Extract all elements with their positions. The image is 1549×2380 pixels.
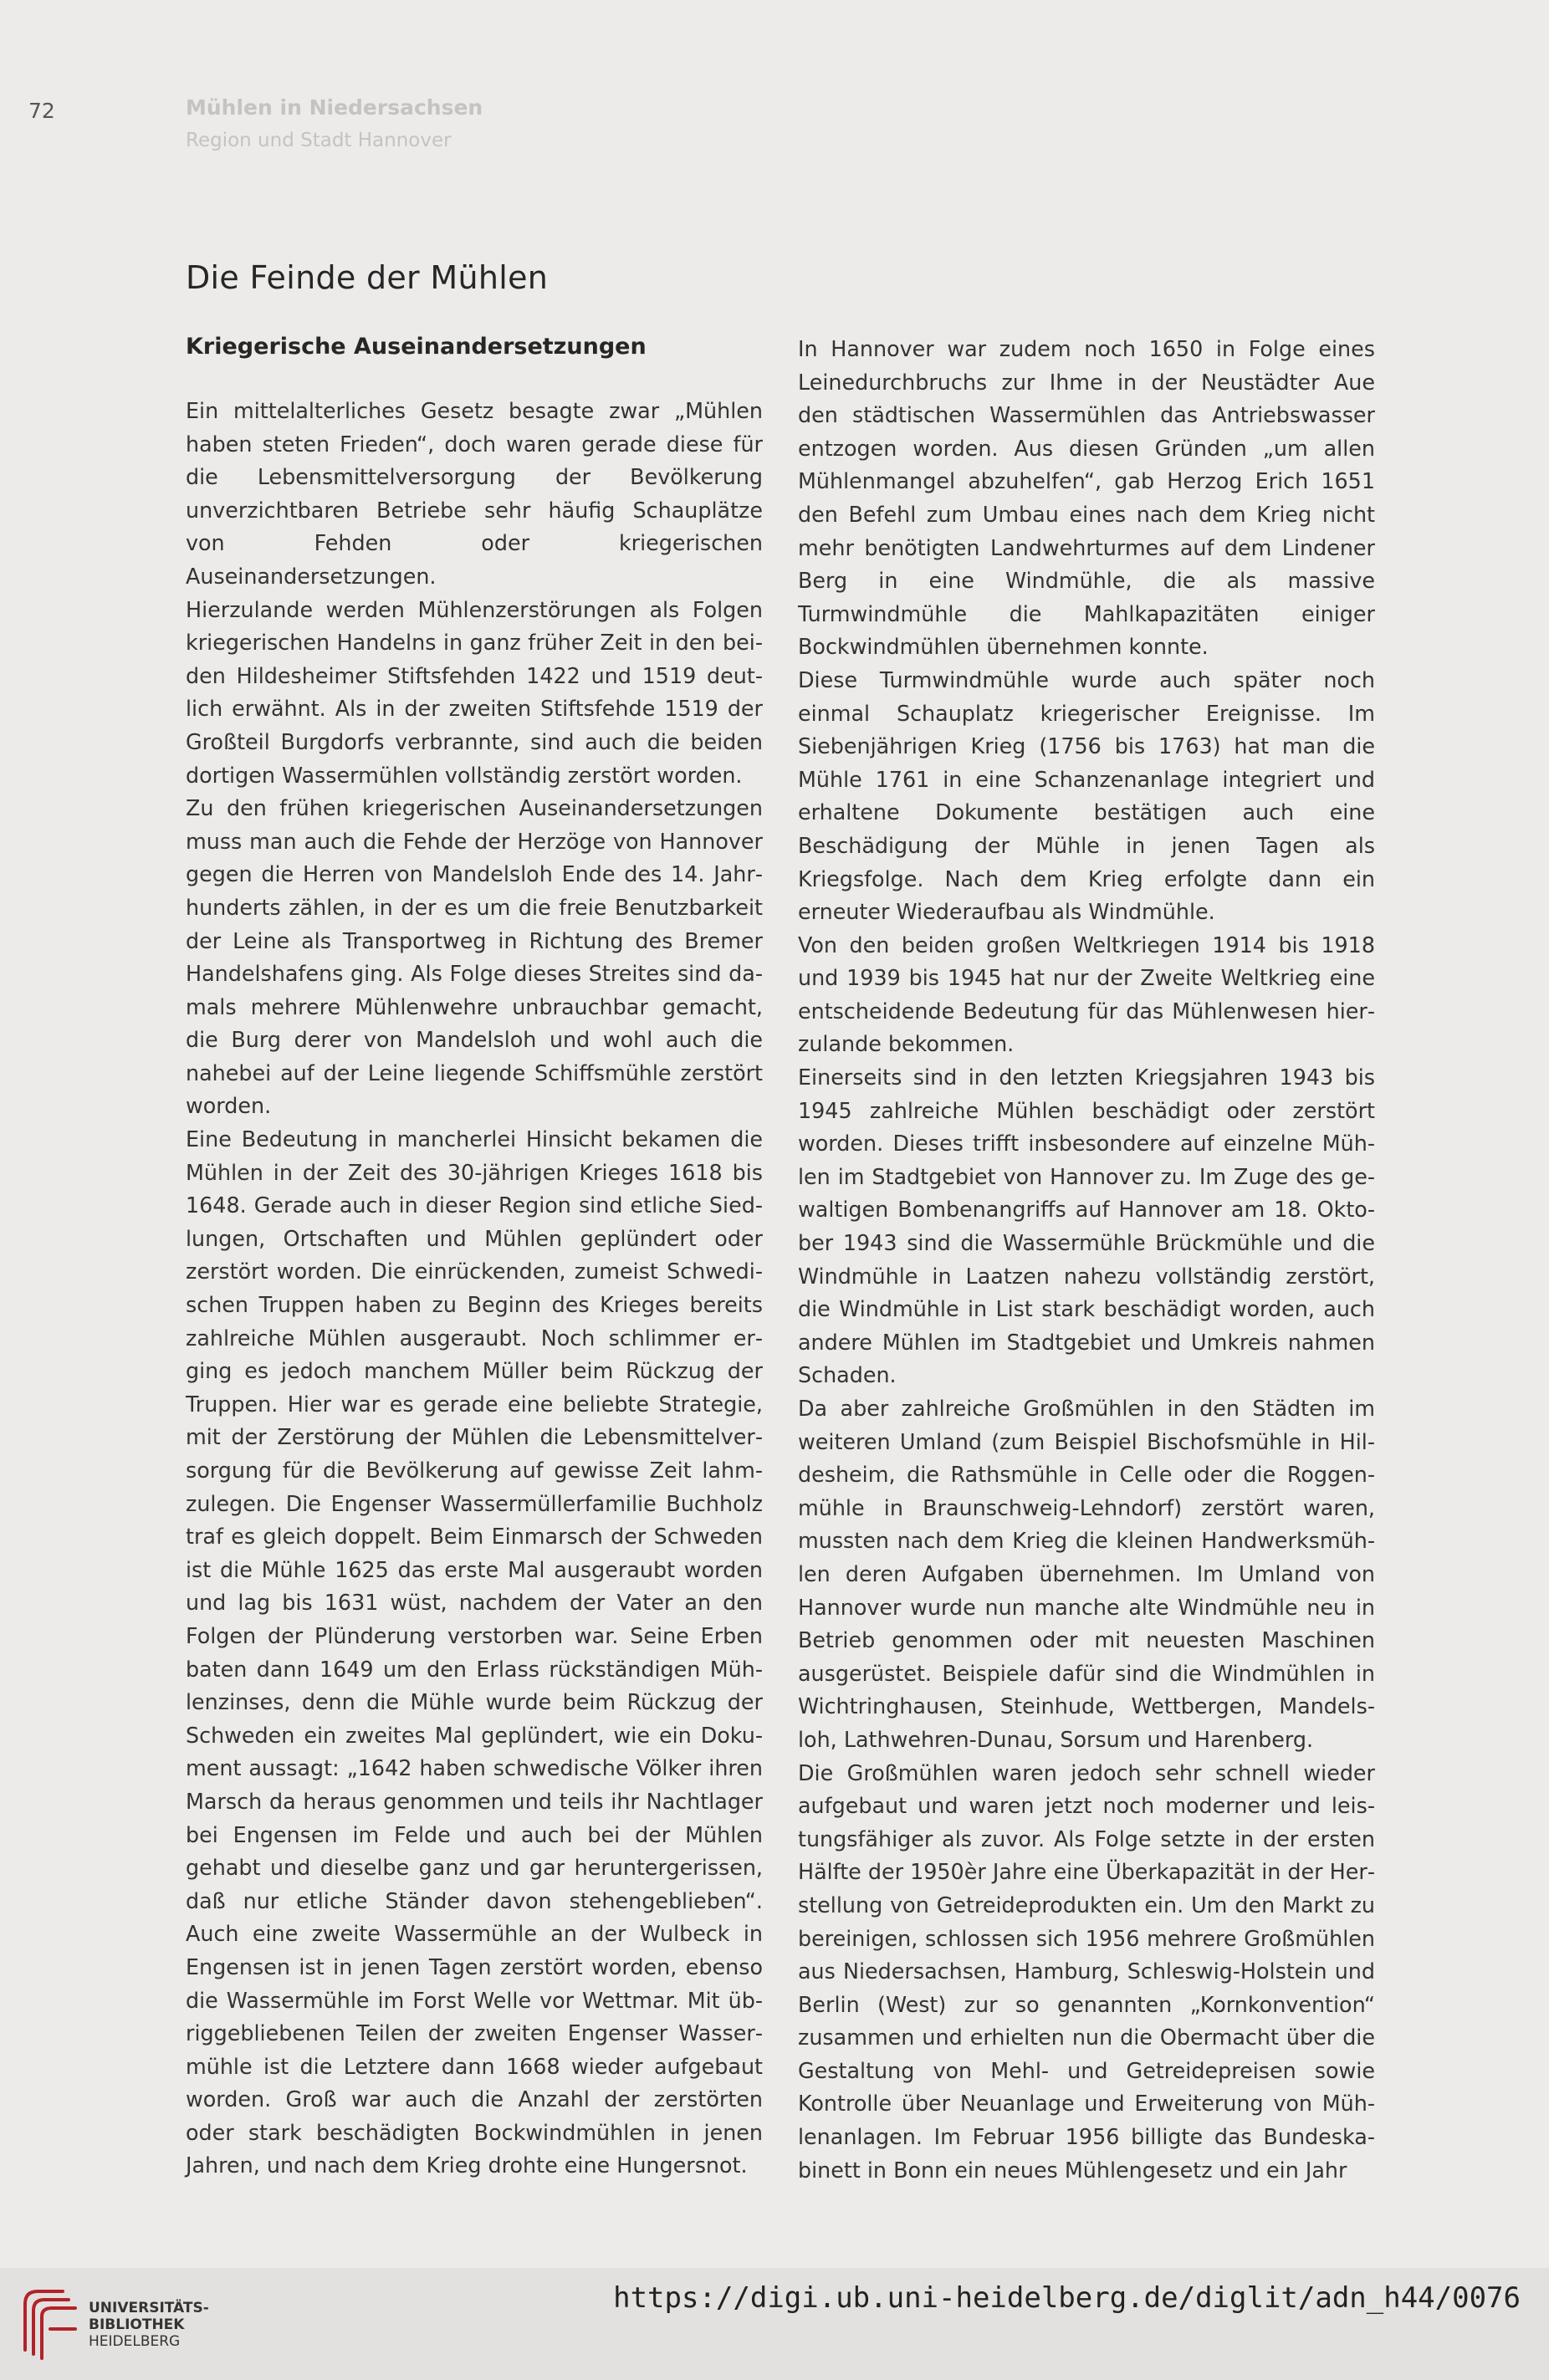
- page-number: 72: [28, 99, 55, 123]
- paragraph: Einerseits sind in den letzten Kriegsjahren 1943 bis 1945 zahlreiche Mühlen beschädigt oder zerstört worden. Dieses trifft insbesondere auf einzelne Mühlen im Stadtgebiet von Hannover zu. Im Zuge des gewaltigen Bombenangriffs auf Hannover am 18. Oktober 1943 sind die Wassermühle Brückmühle und die Windmühle in Laatzen nahezu vollständig zerstört, die Windmühle in List stark beschädigt worden, auch andere Mühlen im Stadtgebiet und Umkreis nahmen Schaden.: [798, 1065, 1375, 1388]
- section-title: Die Feinde der Mühlen: [186, 259, 549, 296]
- book-subtitle: Region und Stadt Hannover: [186, 130, 452, 151]
- right-column: [798, 333, 1375, 2187]
- library-line-2: BIBLIOTHEK: [89, 2316, 185, 2333]
- paragraph: Ein mittelalterliches Gesetz besagte zwar „Mühlen haben steten Frieden“, doch waren gerade diese für die Lebensmittelversorgung der Bevölkerung unverzichtbaren Betriebe sehr häufig Schauplätze von Fehden oder kriegerischen Auseinandersetzungen.: [186, 398, 763, 589]
- paragraph: In Hannover war zudem noch 1650 in Folge eines Leinedurchbruchs zur Ihme in der Neustädter Aue den städtischen Wassermühlen das Antriebswasser entzogen worden. Aus diesen Gründen „um allen Mühlenmangel abzuhelfen“, gab Herzog Erich 1651 den Befehl zum Umbau eines nach dem Krieg nicht mehr benötigten Landwehrturmes auf dem Lindener Berg in eine Windmühle, die als massive Turmwindmühle die Mahlkapazitäten einiger Bockwindmühlen übernehmen konnte.: [798, 336, 1375, 660]
- subheading: Kriegerische Auseinandersetzungen: [186, 334, 647, 360]
- book-title: Mühlen in Niedersachsen: [186, 95, 483, 120]
- left-column: [186, 330, 763, 2183]
- paragraph: Diese Turmwindmühle wurde auch später noch einmal Schauplatz kriegerischer Ereignisse. Im Siebenjährigen Krieg (1756 bis 1763) hat man die Mühle 1761 in eine Schanzenanlage integriert und erhaltene Dokumente bestätigen auch eine Beschädigung der Mühle in jenen Tagen als Kriegsfolge. Nach dem Krieg erfolgte dann ein erneuter Wiederaufbau als Windmühle.: [798, 667, 1375, 925]
- paragraph: Die Großmühlen waren jedoch sehr schnell wieder aufgebaut und waren jetzt noch moderner und leistungsfähiger als zuvor. Als Folge setzte in der ersten Hälfte der 1950èr Jahre eine Überkapazität in der Herstellung von Getreideprodukten ein. Um den Markt zu bereinigen, schlossen sich 1956 mehrere Großmühlen aus Niedersachsen, Hamburg, Schleswig-Holstein und Berlin (West) zur so genannten „Kornkonvention“ zusammen und erhielten nun die Obermacht über die Gestaltung von Mehl- und Getreidepreisen sowie Kontrolle über Neuanlage und Erweiterung von Mühlenanlagen. Im Februar 1956 billigte das Bundeskabinett in Bonn ein neues Mühlengesetz und ein Jahr: [798, 1759, 1375, 2183]
- library-name: [89, 2300, 209, 2350]
- paragraph: Von den beiden großen Weltkriegen 1914 bis 1918 und 1939 bis 1945 hat nur der Zweite Weltkrieg eine entscheidende Bedeutung für das Mühlenwesen hierzulande bekommen.: [798, 932, 1375, 1057]
- library-line-1: UNIVERSITÄTS-: [89, 2300, 209, 2316]
- ub-heidelberg-logo-icon: [17, 2279, 84, 2362]
- paragraph: Da aber zahlreiche Großmühlen in den Städten im weiteren Umland (zum Beispiel Bischofsmühle in Hildesheim, die Rathsmühle in Celle oder die Roggenmühle in Braunschweig-Lehndorf) zerstört waren, mussten nach dem Krieg die kleinen Handwerksmühlen deren Aufgaben übernehmen. Im Umland von Hannover wurde nun manche alte Windmühle neu in Betrieb genommen oder mit neuesten Maschinen ausgerüstet. Beispiele dafür sind die Windmühlen in Wichtringhausen, Steinhude, Wettbergen, Mandelsloh, Lathwehren-Dunau, Sorsum und Harenberg.: [798, 1396, 1375, 1752]
- paragraph: Hierzulande werden Mühlenzerstörungen als Folgen kriegerischen Handelns in ganz früher Zeit in den beiden Hildesheimer Stiftsfehden 1422 und 1519 deutlich erwähnt. Als in der zweiten Stiftsfehde 1519 der Großteil Burgdorfs verbrannte, sind auch die beiden dortigen Wassermühlen vollständig zerstört worden.: [186, 596, 763, 788]
- paragraph: Zu den frühen kriegerischen Auseinandersetzungen muss man auch die Fehde der Herzöge von Hannover gegen die Herren von Mandelsloh Ende des 14. Jahrhunderts zählen, in der es um die freie Benutzbarkeit der Leine als Transportweg in Richtung des Bremer Handelshafens ging. Als Folge dieses Streites sind damals mehrere Mühlenwehre unbrauchbar gemacht, die Burg derer von Mandelsloh und wohl auch die nahebei auf der Leine liegende Schiffsmühle zerstört worden.: [186, 795, 763, 1119]
- library-line-3: HEIDELBERG: [89, 2333, 181, 2350]
- running-head: [186, 95, 483, 151]
- source-url[interactable]: https://digi.ub.uni-heidelberg.de/diglit/adn_h44/0076: [613, 2281, 1521, 2315]
- paragraph: Eine Bedeutung in mancherlei Hinsicht bekamen die Mühlen in der Zeit des 30-jährigen Krieges 1618 bis 1648. Gerade auch in dieser Region sind etliche Siedlungen, Ortschaften und Mühlen geplündert oder zerstört worden. Die einrückenden, zumeist Schwedischen Truppen haben zu Beginn des Krieges bereits zahlreiche Mühlen ausgeraubt. Noch schlimmer erging es jedoch manchem Müller beim Rückzug der Truppen. Hier war es gerade eine beliebte Strategie, mit der Zerstörung der Mühlen die Lebensmittelversorgung für die Bevölkerung auf gewisse Zeit lahmzulegen. Die Engenser Wassermüllerfamilie Buchholz traf es gleich doppelt. Beim Einmarsch der Schweden ist die Mühle 1625 das erste Mal ausgeraubt worden und lag bis 1631 wüst, nachdem der Vater an den Folgen der Plünderung verstorben war. Seine Erben baten dann 1649 um den Erlass rückständigen Mühlenzinses, denn die Mühle wurde beim Rückzug der Schweden ein zweites Mal geplündert, wie ein Dokument aussagt: „1642 haben schwedische Völker ihren Marsch da heraus genommen und teils ihr Nachtlager bei Engensen im Felde und auch bei der Mühlen gehabt und dieselbe ganz und gar heruntergerissen, daß nur etliche Ständer davon stehengeblieben“. Auch eine zweite Wassermühle an der Wulbeck in Engensen ist in jenen Tagen zerstört worden, ebenso die Wassermühle im Forst Welle vor Wettmar. Mit übriggebliebenen Teilen der zweiten Engenser Wassermühle ist die Letztere dann 1668 wieder aufgebaut worden. Groß war auch die Anzahl der zerstörten oder stark beschädigten Bockwindmühlen in jenen Jahren, und nach dem Krieg drohte eine Hungersnot.: [186, 1126, 763, 2178]
